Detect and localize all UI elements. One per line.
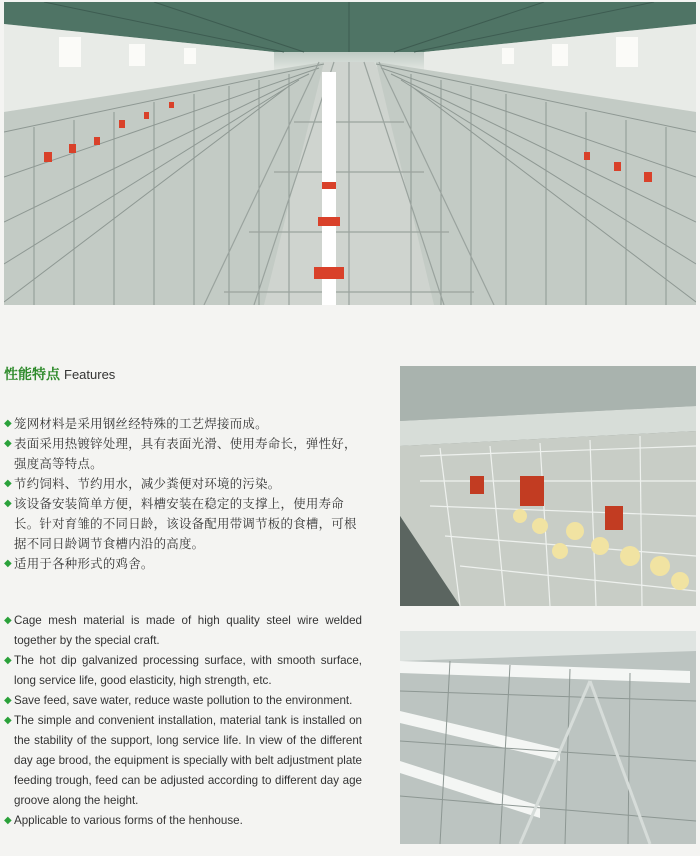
features-list-en <box>4 611 362 831</box>
diamond-bullet-icon: ◆ <box>4 615 12 626</box>
cage-troughs-photo <box>400 631 696 844</box>
features-list-cn <box>4 414 362 574</box>
diamond-bullet-icon: ◆ <box>4 715 12 726</box>
features-heading-cn: 性能特点 <box>4 366 60 382</box>
list-item: ◆ 适用于各种形式的鸡舍。 <box>4 554 362 574</box>
list-item: ◆ 该设备安装简单方便，料槽安装在稳定的支撑上，使用寿命长。针对育雏的不同日龄，该设备配用带调节板的食槽，可根据不同日龄调节食槽内沿的高度。 <box>4 494 362 554</box>
diamond-bullet-icon: ◆ <box>4 815 12 826</box>
list-item: ◆ 笼网材料是采用钢丝经特殊的工艺焊接而成。 <box>4 414 362 434</box>
list-item: ◆ The simple and convenient installation, material tank is installed on the stability of the support, long service life. In view of the different day age brood, the equipment is specially with belt adjustment plate feeding trough, feed can be adjusted according to different day age groove along the height. <box>4 711 362 811</box>
list-item: ◆ 表面采用热镀锌处理，具有表面光滑、使用寿命长，弹性好，强度高等特点。 <box>4 434 362 474</box>
diamond-bullet-icon: ◆ <box>4 438 12 449</box>
list-item: ◆ The hot dip galvanized processing surface, with smooth surface, long service life, good elasticity, high strength, etc. <box>4 651 362 691</box>
diamond-bullet-icon: ◆ <box>4 478 12 489</box>
diamond-bullet-icon: ◆ <box>4 655 12 666</box>
list-item: ◆ Applicable to various forms of the henhouse. <box>4 811 362 831</box>
poultry-house-photo <box>4 2 696 305</box>
chick-cage-photo <box>400 366 696 606</box>
diamond-bullet-icon: ◆ <box>4 418 12 429</box>
list-item: ◆ 节约饲料、节约用水，减少粪便对环境的污染。 <box>4 474 362 494</box>
features-heading-en: Features <box>64 367 116 382</box>
diamond-bullet-icon: ◆ <box>4 558 12 569</box>
diamond-bullet-icon: ◆ <box>4 695 12 706</box>
diamond-bullet-icon: ◆ <box>4 498 12 509</box>
features-heading <box>4 364 115 384</box>
list-item: ◆ Cage mesh material is made of high quality steel wire welded together by the special craft. <box>4 611 362 651</box>
list-item: ◆ Save feed, save water, reduce waste pollution to the environment. <box>4 691 362 711</box>
